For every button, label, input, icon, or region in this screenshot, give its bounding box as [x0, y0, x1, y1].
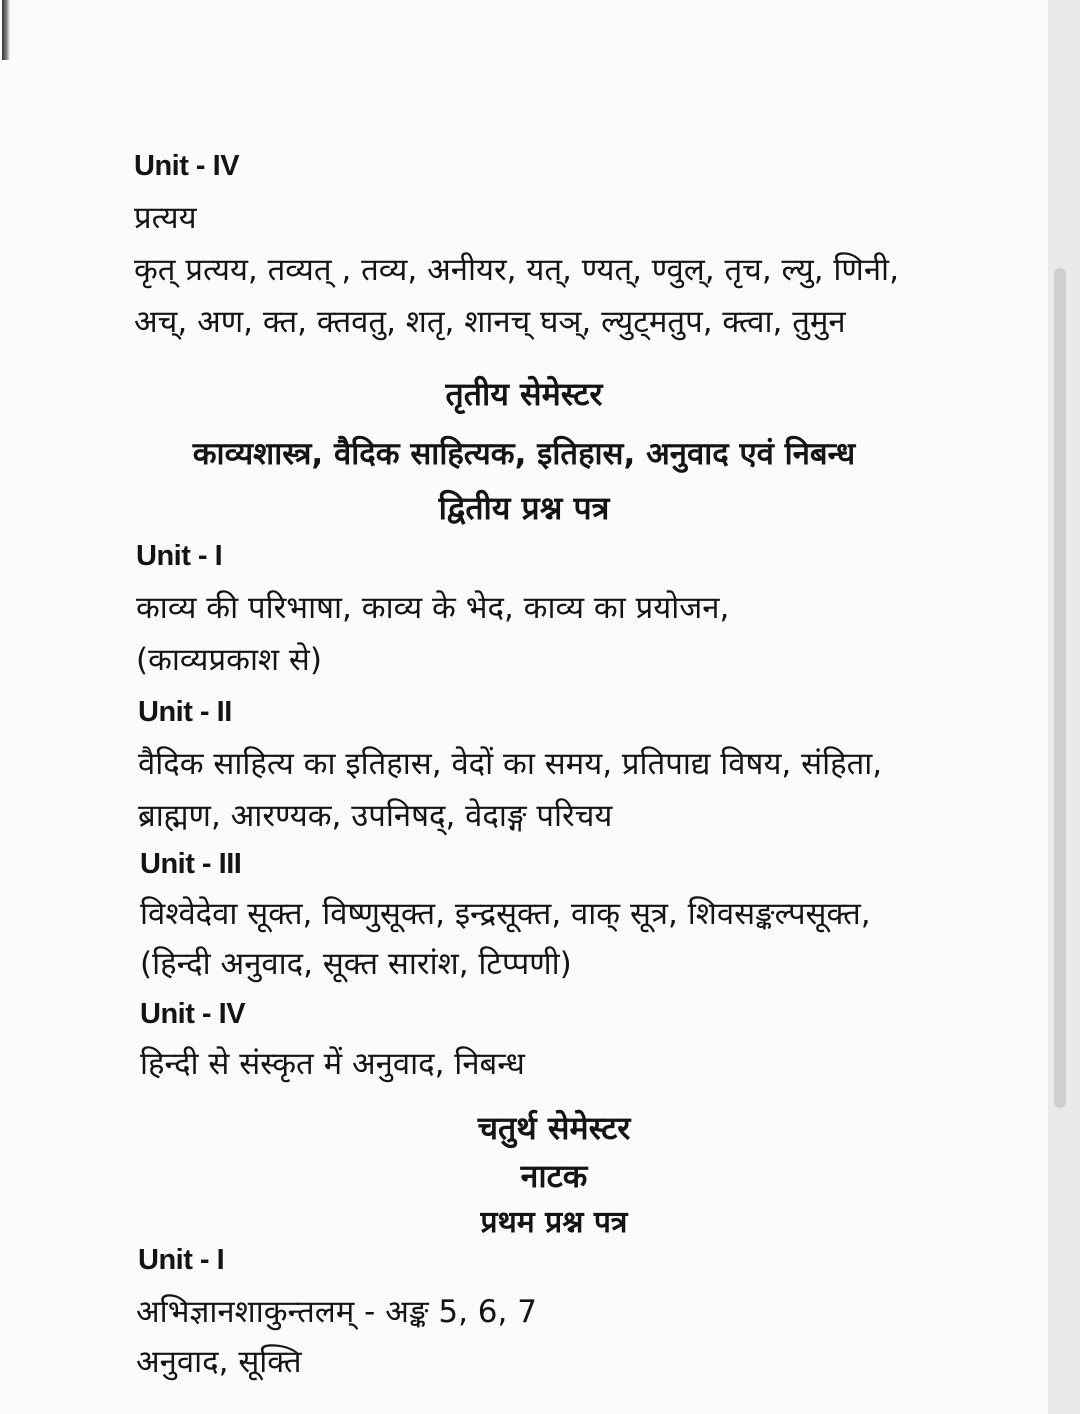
content-line: (काव्यप्रकाश से)	[136, 642, 322, 678]
content-line: विश्वेदेवा सूक्त, विष्णुसूक्त, इन्द्रसूक्त, वाक् सूत्र, शिवसङ्कल्पसूक्त,	[140, 896, 871, 932]
subject-title: नाटक	[520, 1157, 588, 1195]
topic-title: प्रत्यय	[134, 200, 197, 236]
semester-title: चतुर्थ सेमेस्टर	[477, 1109, 631, 1147]
scrollbar[interactable]	[1054, 268, 1066, 1108]
content-line: वैदिक साहित्य का इतिहास, वेदों का समय, प्रतिपाद्य विषय, संहिता,	[138, 746, 883, 782]
unit-heading: Unit - II	[138, 696, 232, 728]
unit-heading: Unit - III	[140, 848, 242, 880]
page-binding-edge	[2, 0, 10, 60]
unit-heading: Unit - I	[136, 540, 223, 572]
content-line: अभिज्ञानशाकुन्तलम् - अङ्क 5, 6, 7	[136, 1294, 537, 1330]
paper-title: प्रथम प्रश्न पत्र	[480, 1205, 628, 1240]
content-line: हिन्दी से संस्कृत में अनुवाद, निबन्ध	[140, 1046, 525, 1082]
content-line: काव्य की परिभाषा, काव्य के भेद, काव्य का प्रयोजन,	[136, 590, 730, 626]
unit-heading: Unit - IV	[140, 998, 246, 1030]
unit-heading: Unit - I	[138, 1244, 225, 1276]
content-line: अच्, अण, क्त, क्तवतु, शतृ, शानच् घञ्, ल्युट्मतुप, क्त्वा, तुमुन	[134, 304, 846, 340]
paper-title: द्वितीय प्रश्न पत्र	[438, 489, 610, 527]
content-line: (हिन्दी अनुवाद, सूक्त सारांश, टिप्पणी)	[140, 946, 572, 982]
content-line: अनुवाद, सूक्ति	[136, 1344, 302, 1380]
content-line: ब्राह्मण, आरण्यक, उपनिषद्, वेदाङ्ग परिचय	[138, 798, 613, 834]
unit-heading: Unit - IV	[134, 150, 240, 182]
subject-title: काव्यशास्त्र, वैदिक साहित्यक, इतिहास, अनुवाद एवं निबन्ध	[192, 436, 856, 472]
content-line: कृत् प्रत्यय, तव्यत् , तव्य, अनीयर, यत्, ण्यत्, ण्वुल्, तृच, ल्यु, णिनी,	[134, 252, 899, 288]
semester-title: तृतीय सेमेस्टर	[445, 375, 603, 413]
